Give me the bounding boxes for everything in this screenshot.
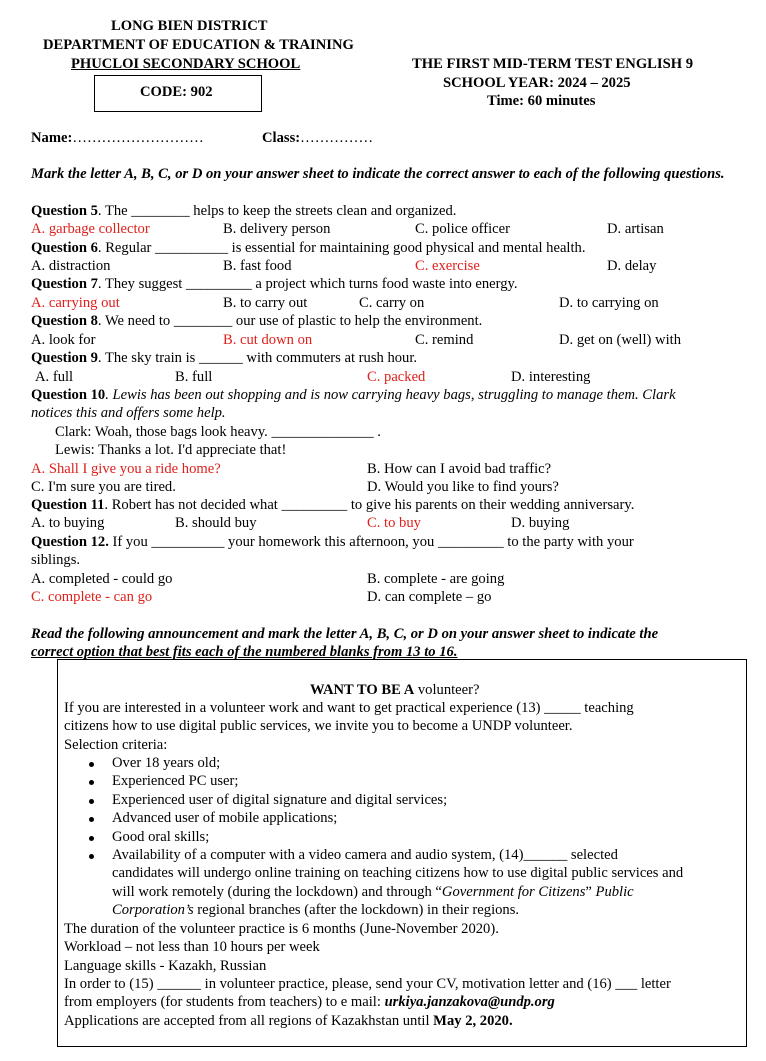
option-b: B. How can I avoid bad traffic?	[367, 461, 552, 477]
deadline-date: May 2, 2020.	[433, 1013, 513, 1029]
dialog-line-lewis: Lewis: Thanks a lot. I'd appreciate that!	[55, 442, 287, 458]
name-field	[31, 129, 204, 147]
option-b: B. delivery person	[223, 221, 331, 237]
option-d: D. interesting	[511, 369, 591, 385]
option-b: B. to carry out	[223, 295, 308, 311]
question-label: Question 6	[31, 240, 98, 256]
option-b: B. fast food	[223, 258, 292, 274]
duration-line: The duration of the volunteer practice is 6 months (June-November 2020).	[64, 921, 499, 937]
bullet-icon	[89, 799, 94, 804]
option-b: B. complete - are going	[367, 571, 505, 587]
question-stem: . We need to ________ our use of plastic to help the environment.	[97, 313, 483, 329]
option-d: D. delay	[607, 258, 657, 274]
text-run-italic: Public	[595, 884, 634, 900]
option-d: D. to carrying on	[559, 295, 659, 311]
text-run-italic: Corporation’s	[112, 902, 194, 918]
test-duration: Time: 60 minutes	[487, 93, 596, 109]
exam-code: CODE: 902	[140, 84, 213, 100]
question-label: Question 11	[31, 497, 105, 513]
criteria-item-continued	[112, 901, 519, 919]
option-c: C. I'm sure you are tired.	[31, 479, 176, 495]
announcement-intro-1: If you are interested in a volunteer work and want to get practical experience (13) _____ teaching	[64, 700, 634, 716]
school-year: SCHOOL YEAR: 2024 – 2025	[443, 75, 631, 91]
criteria-item: Advanced user of mobile applications;	[112, 810, 338, 826]
question-label: Question 10	[31, 387, 106, 403]
option-a: A. look for	[31, 332, 96, 348]
bullet-icon	[89, 780, 94, 785]
option-b: B. cut down on	[223, 332, 313, 348]
question-stem: . Lewis has been out shopping and is now carrying heavy bags, struggling to manage them. Clark	[105, 387, 676, 403]
district-heading: LONG BIEN DISTRICT	[111, 18, 268, 34]
option-a: A. distraction	[31, 258, 111, 274]
question-stem: . They suggest _________ a project which turns food waste into energy.	[97, 276, 518, 292]
dialog-line-clark: Clark: Woah, those bags look heavy. ______________ .	[55, 424, 381, 440]
option-a: A. full	[35, 369, 74, 385]
option-d: D. can complete – go	[367, 589, 492, 605]
question-stem: . The sky train is ______ with commuters at rush hour.	[97, 350, 418, 366]
question-label: Question 5	[31, 203, 98, 219]
criteria-item: Good oral skills;	[112, 829, 210, 845]
question-12	[31, 533, 634, 551]
selection-criteria-label: Selection criteria:	[64, 737, 168, 753]
title-rest: volunteer?	[414, 682, 480, 698]
option-c: C. packed	[367, 369, 426, 385]
bullet-icon	[89, 762, 94, 767]
option-c: C. police officer	[415, 221, 510, 237]
question-7	[31, 275, 518, 293]
test-title: THE FIRST MID-TERM TEST ENGLISH 9	[412, 56, 694, 72]
text-run: Applications are accepted from all regions of Kazakhstan until	[64, 1013, 434, 1029]
announcement-title	[310, 681, 479, 699]
question-5	[31, 202, 456, 220]
option-c: C. exercise	[415, 258, 480, 274]
text-run: from employers (for students from teachers) to e mail:	[64, 994, 385, 1010]
department-heading: DEPARTMENT OF EDUCATION & TRAINING	[43, 37, 354, 53]
class-label: Class:	[262, 130, 301, 146]
announcement-intro-2: citizens how to use digital public services, we invite you to become a UNDP volunteer.	[64, 718, 573, 734]
criteria-item: Over 18 years old;	[112, 755, 221, 771]
question-9	[31, 349, 417, 367]
option-c: C. carry on	[359, 295, 425, 311]
question-10	[31, 386, 676, 404]
deadline-line	[64, 1012, 513, 1030]
question-11	[31, 496, 634, 514]
criteria-item: Experienced PC user;	[112, 773, 239, 789]
question-label: Question 7	[31, 276, 98, 292]
question-label: Question 12.	[31, 534, 109, 550]
option-b: B. should buy	[175, 515, 257, 531]
option-c: C. remind	[415, 332, 474, 348]
text-run-italic: Government for Citizens	[441, 884, 586, 900]
question-stem: . Regular __________ is essential for maintaining good physical and mental health.	[97, 240, 586, 256]
option-d: D. Would you like to find yours?	[367, 479, 559, 495]
name-label: Name:	[31, 130, 73, 146]
instruction-reading-line2: correct option that best fits each of the numbered blanks from 13 to 16.	[31, 644, 458, 660]
option-c: C. complete - can go	[31, 589, 153, 605]
bullet-icon	[89, 817, 94, 822]
option-a: A. garbage collector	[31, 221, 150, 237]
question-stem: . Robert has not decided what _________ to give his parents on their wedding anniversary.	[104, 497, 635, 513]
option-a: A. Shall I give you a ride home?	[31, 461, 221, 477]
apply-line-2	[64, 993, 555, 1011]
instruction-reading-line1: Read the following announcement and mark the letter A, B, C, or D on your answer sheet to indicate the	[31, 626, 659, 642]
title-bold: WANT TO BE A	[310, 682, 415, 698]
school-heading: PHUCLOI SECONDARY SCHOOL	[71, 56, 301, 72]
text-run: regional branches (after the lockdown) in their regions.	[193, 902, 520, 918]
bullet-icon	[89, 854, 94, 859]
question-label: Question 8	[31, 313, 98, 329]
option-a: A. to buying	[31, 515, 105, 531]
question-stem: If you __________ your homework this afternoon, you _________ to the party with your	[108, 534, 634, 550]
question-8	[31, 312, 482, 330]
option-d: D. get on (well) with	[559, 332, 681, 348]
workload-line: Workload – not less than 10 hours per week	[64, 939, 320, 955]
option-d: D. artisan	[607, 221, 664, 237]
email-address: urkiya.janzakova@undp.org	[384, 994, 555, 1010]
question-label: Question 9	[31, 350, 98, 366]
question-6	[31, 239, 585, 257]
instruction-mcq: Mark the letter A, B, C, or D on your answer sheet to indicate the correct answer to each of the following questions.	[31, 166, 725, 182]
text-run: will work remotely (during the lockdown) and through “	[112, 884, 442, 900]
question-stem-continued: siblings.	[31, 552, 81, 568]
name-dots: ………………………	[72, 130, 204, 146]
option-d: D. buying	[511, 515, 570, 531]
apply-line-1: In order to (15) ______ in volunteer practice, please, send your CV, motivation letter and (16) ___ letter	[64, 976, 671, 992]
criteria-item-availability: Availability of a computer with a video camera and audio system, (14)______ selected	[112, 847, 618, 863]
language-line: Language skills - Kazakh, Russian	[64, 958, 267, 974]
criteria-item-continued: candidates will undergo online training on teaching citizens how to use digital public services and	[112, 865, 684, 881]
question-stem: . The ________ helps to keep the streets clean and organized.	[97, 203, 457, 219]
option-a: A. completed - could go	[31, 571, 173, 587]
question-stem-continued: notices this and offers some help.	[31, 405, 226, 421]
criteria-item: Experienced user of digital signature and digital services;	[112, 792, 448, 808]
class-field	[262, 129, 373, 147]
text-run: ”	[585, 884, 596, 900]
criteria-item-continued	[112, 883, 634, 901]
option-c: C. to buy	[367, 515, 421, 531]
bullet-icon	[89, 836, 94, 841]
option-b: B. full	[175, 369, 213, 385]
class-dots: ……………	[300, 130, 374, 146]
option-a: A. carrying out	[31, 295, 120, 311]
